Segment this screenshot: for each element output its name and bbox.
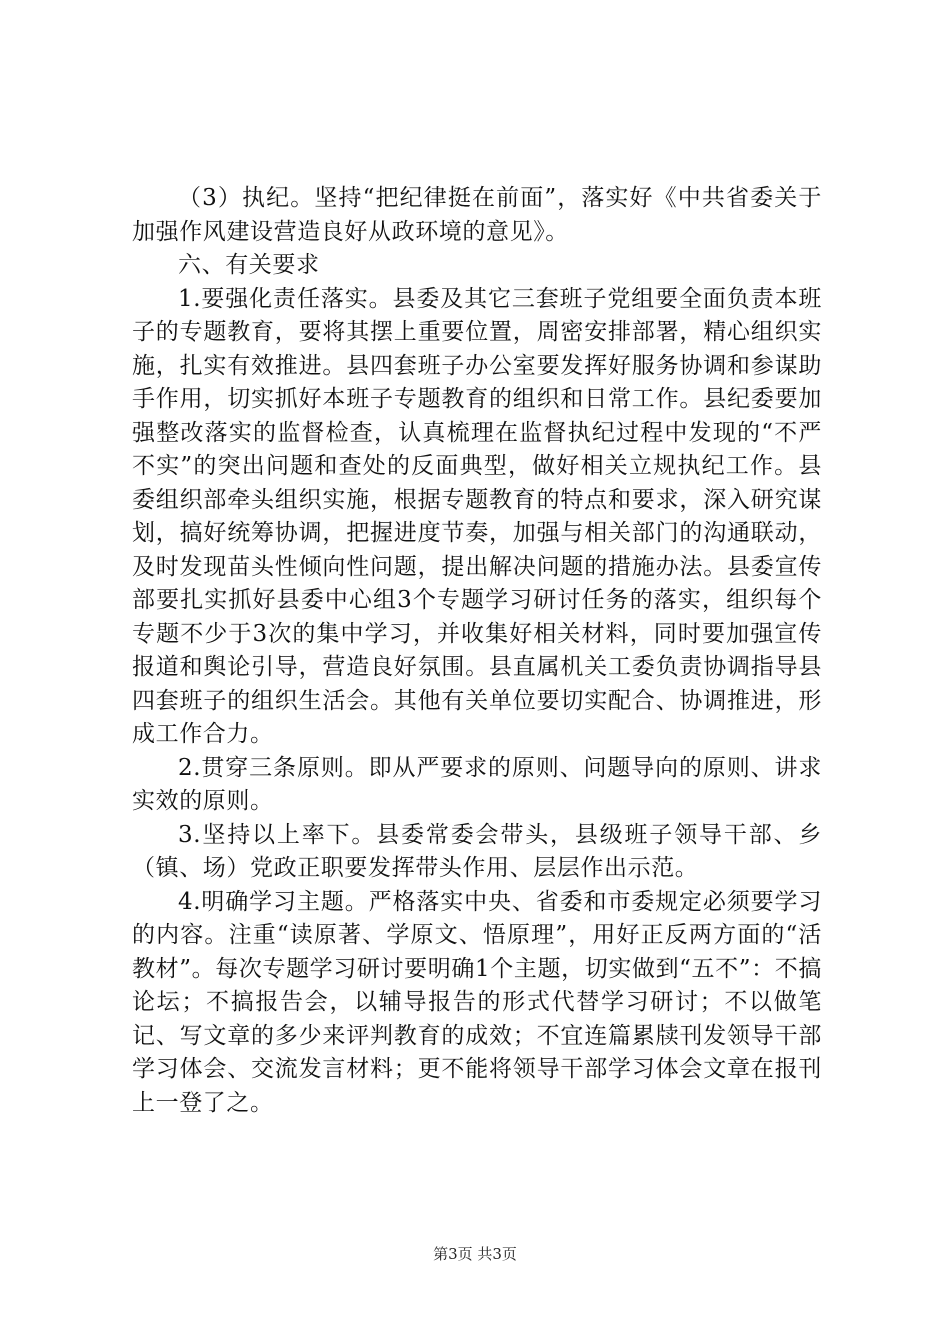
paragraph-discipline: （3）执纪。坚持“把纪律挺在前面”，落实好《中共省委关于加强作风建设营造良好从政环境的意见》。 [132, 185, 822, 245]
paragraph-responsibility: 1.要强化责任落实。县委及其它三套班子党组要全面负责本班子的专题教育，要将其摆上重要位置，周密安排部署，精心组织实施，扎实有效推进。县四套班子办公室要发挥好服务协调和参谋助手作用，切实抓好本班子专题教育的组织和日常工作。县纪委要加强整改落实的监督检查，认真梳理在监督执纪过程中发现的“不严不实”的突出问题和查处的反面典型，做好相关立规执纪工作。县委组织部牵头组织实施，根据专题教育的特点和要求，深入研究谋划，搞好统筹协调，把握进度节奏，加强与相关部门的沟通联动，及时发现苗头性倾向性问题，提出解决问题的措施办法。县委宣传部要扎实抓好县委中心组3个专题学习研讨任务的落实，组织每个专题不少于3次的集中学习，并收集好相关材料，同时要加强宣传报道和舆论引导，营造良好氛围。县直属机关工委负责协调指导县四套班子的组织生活会。其他有关单位要切实配合、协调推进，形成工作合力。 [132, 285, 822, 747]
paragraph-lead-by-example: 3.坚持以上率下。县委常委会带头，县级班子领导干部、乡（镇、场）党政正职要发挥带头作用、层层作出示范。 [132, 821, 822, 881]
paragraph-study-theme: 4.明确学习主题。严格落实中央、省委和市委规定必须要学习的内容。注重“读原著、学原文、悟原理”，用好正反两方面的“活教材”。每次专题学习研讨要明确1个主题，切实做到“五不”：不搞论坛；不搞报告会，以辅导报告的形式代替学习研讨；不以做笔记、写文章的多少来评判教育的成效；不宜连篇累牍刊发领导干部学习体会、交流发言材料；更不能将领导干部学习体会文章在报刊上一登了之。 [132, 888, 822, 1116]
document-body [132, 182, 822, 1120]
paragraph-principles: 2.贯穿三条原则。即从严要求的原则、问题导向的原则、讲求实效的原则。 [132, 754, 822, 814]
page-number-footer: 第3页 共3页 [433, 1245, 517, 1263]
section-heading-requirements: 六、有关要求 [178, 252, 320, 278]
